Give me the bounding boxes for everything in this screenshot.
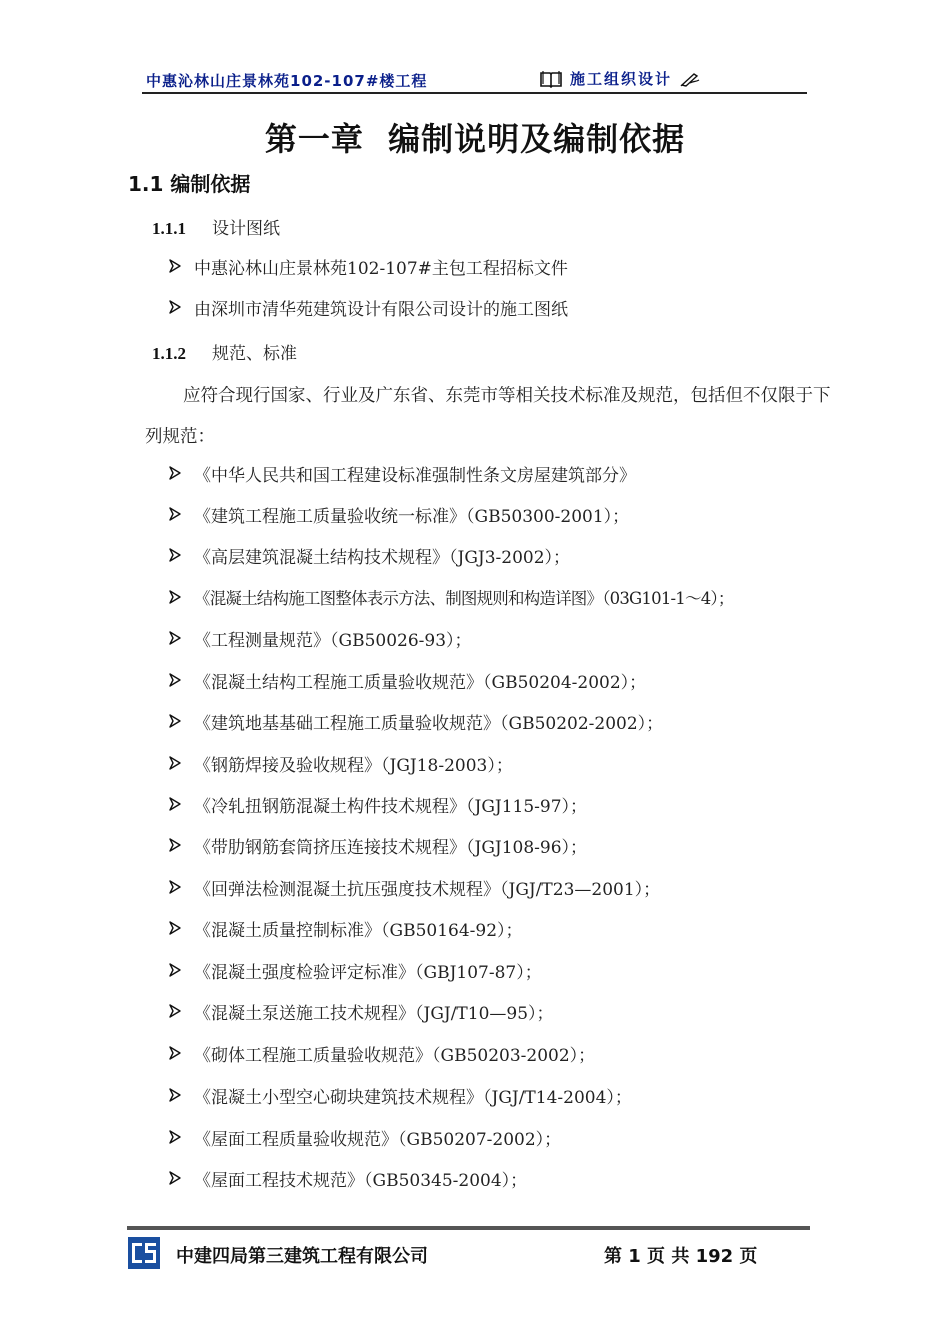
- list-item-text: 《工程测量规范》（GB50026-93）；: [194, 630, 472, 651]
- list-item-text: 《建筑地基基础工程施工质量验收规范》（GB50202-2002）；: [194, 713, 664, 734]
- footer-company-name: 中建四局第三建筑工程有限公司: [176, 1246, 428, 1267]
- list-item: [168, 1165, 527, 1191]
- list-item: [168, 294, 568, 320]
- arrow-bullet-icon: [168, 921, 194, 935]
- list-item-text: 《冷轧扭钢筋混凝土构件技术规程》（JGJ115-97）；: [194, 796, 588, 817]
- arrow-bullet-icon: [168, 1130, 194, 1144]
- list-item: [168, 832, 587, 858]
- list-item: [168, 708, 663, 734]
- arrow-bullet-icon: [168, 507, 194, 521]
- arrow-bullet-icon: [168, 838, 194, 852]
- list-item-text: 中惠沁林山庄景林苑102-107#主包工程招标文件: [194, 258, 568, 279]
- subsection-label: 规范、标准: [212, 344, 297, 364]
- subsection-label: 设计图纸: [212, 219, 280, 239]
- subsection-heading-1-1-1: [152, 214, 280, 239]
- list-item: [168, 874, 660, 900]
- header-divider: [142, 92, 807, 94]
- arrow-bullet-icon: [168, 1171, 194, 1185]
- arrow-bullet-icon: [168, 631, 194, 645]
- list-item: [168, 791, 587, 817]
- arrow-bullet-icon: [168, 590, 194, 604]
- list-item: [168, 750, 513, 776]
- list-item: [168, 542, 570, 568]
- footer-divider: [127, 1226, 810, 1230]
- list-item-text: 《中华人民共和国工程建设标准强制性条文房屋建筑部分》: [194, 465, 636, 486]
- header-doc-type: 施工组织设计: [570, 70, 673, 88]
- list-item: [168, 1082, 632, 1108]
- list-item-text: 由深圳市清华苑建筑设计有限公司设计的施工图纸: [194, 299, 568, 320]
- list-item-text: 《高层建筑混凝土结构技术规程》（JGJ3-2002）；: [194, 547, 571, 568]
- list-item-text: 《混凝土小型空心砌块建筑技术规程》（JGJ/T14-2004）；: [194, 1087, 632, 1108]
- arrow-bullet-icon: [168, 797, 194, 811]
- arrow-bullet-icon: [168, 300, 194, 314]
- arrow-bullet-icon: [168, 259, 194, 273]
- list-item-text: 《混凝土泵送施工技术规程》（JGJ/T10—95）；: [194, 1003, 554, 1024]
- writing-hand-icon: [680, 71, 700, 87]
- arrow-bullet-icon: [168, 756, 194, 770]
- arrow-bullet-icon: [168, 714, 194, 728]
- arrow-bullet-icon: [168, 548, 194, 562]
- arrow-bullet-icon: [168, 1046, 194, 1060]
- footer-page-number: 第 1 页 共 192 页: [604, 1246, 758, 1267]
- list-item-text: 《钢筋焊接及验收规程》（JGJ18-2003）；: [194, 755, 513, 776]
- subsection-heading-1-1-2: [152, 339, 297, 364]
- list-item: [168, 1040, 595, 1066]
- page-header: [142, 66, 807, 94]
- company-logo: [128, 1237, 160, 1269]
- list-item-text: 《混凝土强度检验评定标准》（GBJ107-87）；: [194, 962, 542, 983]
- list-item-text: 《混凝土结构工程施工质量验收规范》（GB50204-2002）；: [194, 672, 647, 693]
- list-item: [168, 584, 734, 610]
- list-item-text: 《混凝土质量控制标准》（GB50164-92）；: [194, 920, 523, 941]
- list-item-text: 《屋面工程质量验收规范》（GB50207-2002）；: [194, 1129, 562, 1150]
- list-item: [168, 625, 472, 651]
- section-heading: 1.1 编制依据: [128, 172, 251, 196]
- list-item: [168, 501, 629, 527]
- list-item-text: 《带肋钢筋套筒挤压连接技术规程》（JGJ108-96）；: [194, 837, 588, 858]
- list-item: [168, 667, 646, 693]
- standards-intro-paragraph: 应符合现行国家、行业及广东省、东莞市等相关技术标准及规范，包括但不仅限于下列规范：: [145, 386, 831, 447]
- list-item: [168, 915, 523, 941]
- list-item-text: 《混凝土结构施工图整体表示方法、制图规则和构造详图》（03G101-1～4）；: [194, 589, 734, 608]
- arrow-bullet-icon: [168, 1088, 194, 1102]
- header-doc-type-group: [540, 68, 700, 89]
- book-icon: [540, 70, 562, 88]
- arrow-bullet-icon: [168, 1004, 194, 1018]
- list-item: [168, 1124, 561, 1150]
- arrow-bullet-icon: [168, 466, 194, 480]
- subsection-number: 1.1.2: [152, 344, 186, 363]
- arrow-bullet-icon: [168, 880, 194, 894]
- arrow-bullet-icon: [168, 963, 194, 977]
- list-item: [168, 957, 542, 983]
- subsection-number: 1.1.1: [152, 219, 186, 238]
- list-item-text: 《砌体工程施工质量验收规范》（GB50203-2002）；: [194, 1045, 596, 1066]
- list-item: [168, 460, 636, 486]
- list-item: [168, 253, 568, 279]
- list-item: [168, 998, 554, 1024]
- arrow-bullet-icon: [168, 673, 194, 687]
- list-item-text: 《屋面工程技术规范》（GB50345-2004）；: [194, 1170, 528, 1191]
- header-project-name: 中惠沁林山庄景林苑102-107#楼工程: [146, 72, 428, 90]
- list-item-text: 《回弹法检测混凝土抗压强度技术规程》（JGJ/T23—2001）；: [194, 879, 661, 900]
- list-item-text: 《建筑工程施工质量验收统一标准》（GB50300-2001）；: [194, 506, 630, 527]
- chapter-title: 第一章 编制说明及编制依据: [264, 120, 686, 158]
